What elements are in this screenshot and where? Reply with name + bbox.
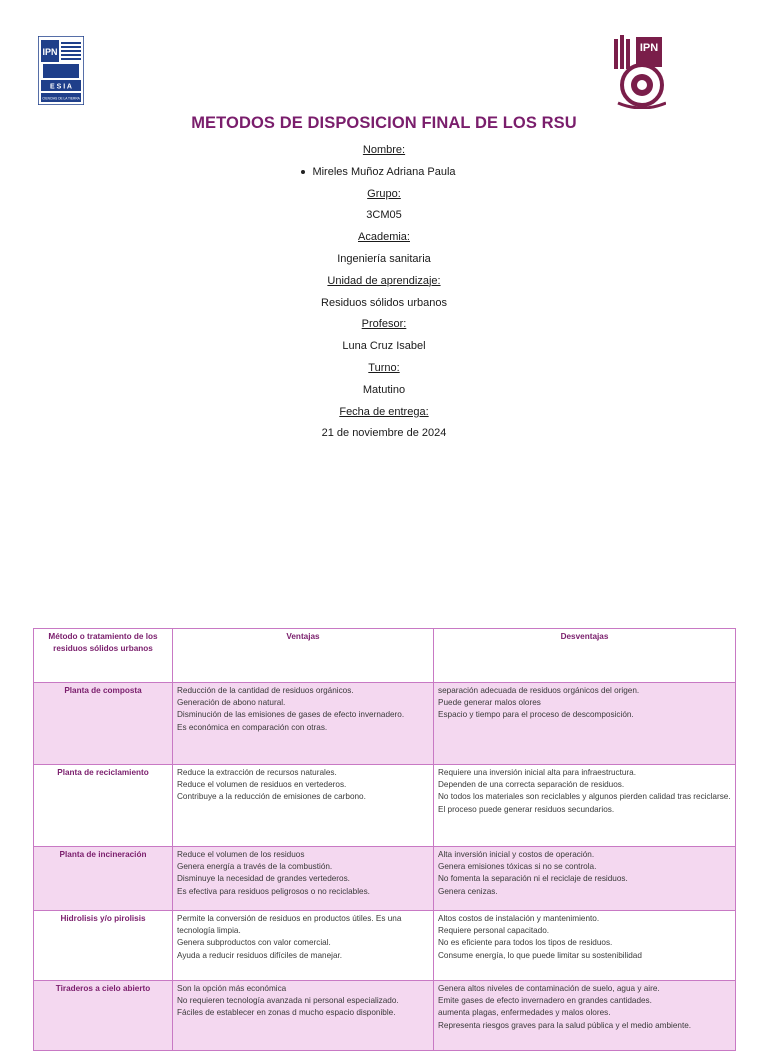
unit-value: Residuos sólidos urbanos — [321, 296, 447, 309]
disadvantage-item: No fomenta la separación ni el reciclaje de residuos. — [438, 874, 628, 884]
academy-value: Ingeniería sanitaria — [337, 252, 431, 265]
advantage-item: Contribuye a la reducción de emisiones de carbono. — [177, 792, 366, 802]
header-disadvantages: Desventajas — [434, 629, 736, 683]
advantage-item: Fáciles de establecer en zonas d mucho espacio disponible. — [177, 1008, 396, 1018]
advantage-item: Genera energía a través de la combustión. — [177, 862, 333, 872]
advantage-item: Reduce la extracción de recursos naturales. — [177, 768, 337, 777]
svg-text:IPN: IPN — [42, 47, 58, 57]
professor-label: Profesor: — [361, 318, 407, 331]
shift-value: Matutino — [362, 383, 406, 396]
disadvantages-cell — [434, 683, 736, 765]
disadvantage-item: Genera altos niveles de contaminación de suelo, agua y aire. — [438, 984, 660, 993]
group-value: 3CM05 — [366, 209, 402, 222]
disadvantage-item: Requiere una inversión inicial alta para infraestructura. — [438, 768, 636, 777]
unit-label: Unidad de aprendizaje: — [327, 274, 441, 287]
advantages-cell — [173, 847, 434, 911]
svg-text:E S I A: E S I A — [50, 83, 72, 91]
shift-label: Turno: — [368, 361, 400, 374]
advantage-item: Permite la conversión de residuos en productos útiles. Es una tecnología limpia. — [177, 914, 402, 936]
disadvantages-cell — [434, 981, 736, 1051]
advantages-cell — [173, 911, 434, 981]
table-row — [34, 911, 736, 981]
professor-value: Luna Cruz Isabel — [342, 340, 426, 353]
method-cell: Planta de reciclamiento — [34, 765, 173, 847]
advantage-item: Reduce el volumen de residuos en vertederos. — [177, 780, 347, 790]
group-label: Grupo: — [367, 187, 401, 200]
disadvantage-item: Consume energía, lo que puede limitar su sostenibilidad — [438, 950, 642, 960]
svg-text:CIENCIAS DE LA TIERRA: CIENCIAS DE LA TIERRA — [42, 96, 80, 101]
disadvantage-item: Representa riesgos graves para la salud pública y el medio ambiente. — [438, 1020, 692, 1030]
advantage-item: Es económica en comparación con otras. — [177, 722, 328, 732]
document-title: METODOS DE DISPOSICION FINAL DE LOS RSU — [191, 114, 577, 132]
disadvantage-item: Espacio y tiempo para el proceso de descomposición. — [438, 710, 634, 720]
disadvantage-item: Puede generar malos olores — [438, 698, 541, 708]
disadvantage-item: Genera cenizas. — [438, 886, 498, 896]
advantages-cell — [173, 765, 434, 847]
advantages-cell — [173, 981, 434, 1051]
advantages-cell — [173, 683, 434, 765]
advantage-item: Disminución de las emisiones de gases de efecto invernadero. — [177, 710, 405, 720]
disadvantage-item: El proceso puede generar residuos secundarios. — [438, 804, 615, 814]
table-row — [34, 683, 736, 765]
disadvantage-item: Dependen de una correcta separación de residuos. — [438, 780, 625, 790]
advantage-item: Genera subproductos con valor comercial. — [177, 938, 331, 948]
table-row — [34, 765, 736, 847]
disadvantages-cell — [434, 765, 736, 847]
name-label: Nombre: — [362, 144, 406, 156]
disadvantage-item: No todos los materiales son reciclables y algunos pierden calidad tras reciclarse. — [438, 792, 731, 802]
advantage-item: Reducción de la cantidad de residuos orgánicos. — [177, 686, 354, 695]
table-row — [34, 981, 736, 1051]
advantage-item: No requieren tecnología avanzada ni personal especializado. — [177, 996, 399, 1006]
header-advantages: Ventajas — [173, 629, 434, 683]
advantage-item: Disminuye la necesidad de grandes vertederos. — [177, 874, 350, 884]
disadvantage-item: No es eficiente para todos los tipos de residuos. — [438, 938, 613, 948]
disadvantages-cell — [434, 911, 736, 981]
advantage-item: Ayuda a reducir residuos difíciles de manejar. — [177, 950, 343, 960]
method-cell: Planta de incineración — [34, 847, 173, 911]
disposal-methods-table — [33, 628, 736, 1051]
esia-logo — [38, 36, 84, 105]
disadvantage-item: aumenta plagas, enfermedades y malos olores. — [438, 1008, 611, 1018]
advantage-item: Es efectiva para residuos peligrosos o no reciclables. — [177, 886, 370, 896]
advantage-item: Generación de abono natural. — [177, 698, 286, 708]
method-cell: Planta de composta — [34, 683, 173, 765]
header-method: Método o tratamiento de los residuos sólidos urbanos — [34, 629, 173, 683]
disadvantage-item: Genera emisiones tóxicas si no se controla. — [438, 862, 597, 872]
cover-info — [0, 140, 768, 445]
disadvantage-item: Requiere personal capacitado. — [438, 926, 550, 936]
name-value: Mireles Muñoz Adriana Paula — [0, 162, 768, 184]
disadvantage-item: Emite gases de efecto invernadero en grandes cantidades. — [438, 996, 652, 1006]
advantage-item: Son la opción más económica — [177, 984, 287, 993]
method-cell: Tiraderos a cielo abierto — [34, 981, 173, 1051]
disadvantages-cell — [434, 847, 736, 911]
advantage-item: Reduce el volumen de los residuos — [177, 850, 305, 859]
table-row — [34, 847, 736, 911]
disadvantage-item: Alta inversión inicial y costos de operación. — [438, 850, 595, 859]
table-header-row — [34, 629, 736, 683]
svg-text:IPN: IPN — [639, 42, 659, 54]
date-label: Fecha de entrega: — [339, 405, 429, 418]
date-value: 21 de noviembre de 2024 — [321, 427, 447, 440]
method-cell: Hidrolisis y/o pirolisis — [34, 911, 173, 981]
academy-label: Academia: — [358, 231, 410, 244]
disadvantage-item: separación adecuada de residuos orgánicos del origen. — [438, 686, 640, 695]
ipn-logo — [612, 33, 666, 109]
disadvantage-item: Altos costos de instalación y mantenimiento. — [438, 914, 600, 923]
